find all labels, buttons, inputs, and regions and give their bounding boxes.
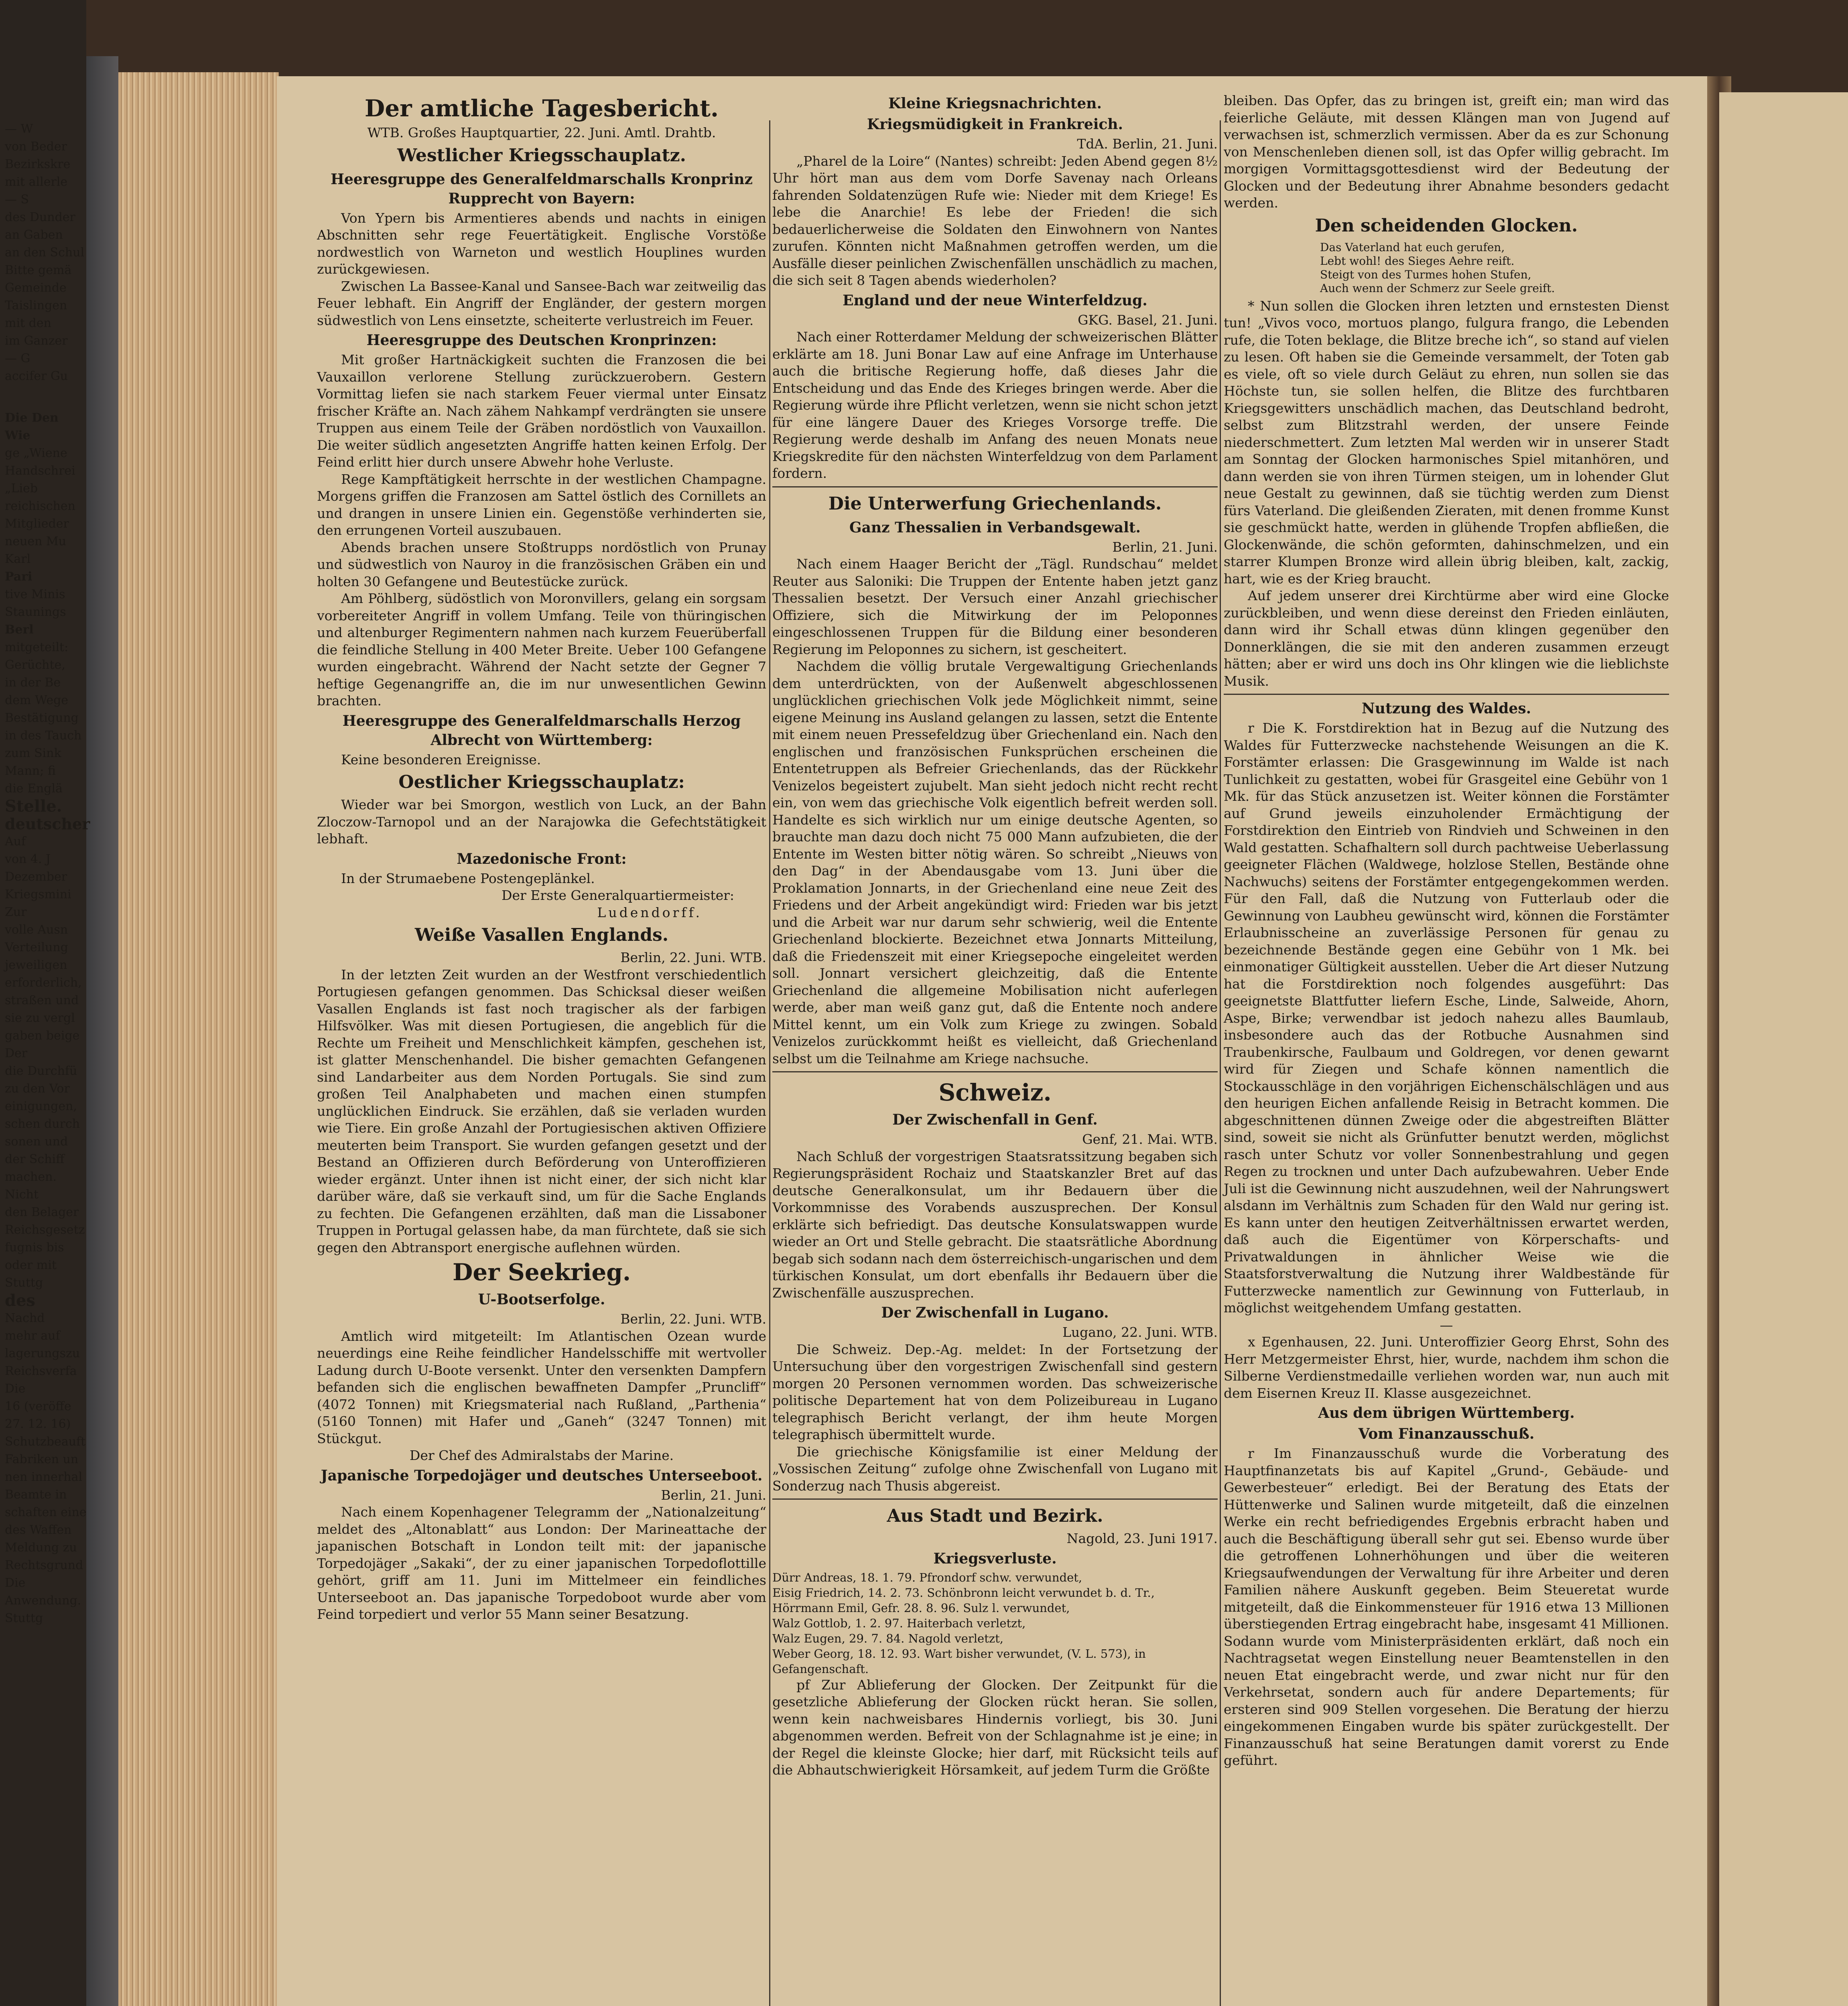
heading-ost: Oestlicher Kriegsschauplatz: [398, 772, 685, 792]
fragment: „Lieb [5, 481, 38, 495]
heading-wuerttemberg: Aus dem übrigen Württemberg. [1318, 1405, 1575, 1421]
fragment: Beamte in [5, 1488, 67, 1502]
heading-scheidende-glocken: Den scheidenden Glocken. [1315, 215, 1578, 236]
fragment: ge „Wiene [5, 446, 67, 460]
list-item: Weber Georg, 18. 12. 93. Wart bisher verwundet, (V. L. 573), in Gefangenschaft. [772, 1647, 1146, 1676]
heading-griechenland: Die Unterwerfung Griechenlands. [828, 493, 1162, 514]
fragment: machen. [5, 1170, 57, 1184]
heading-hg-kronprinz: Heeresgruppe des Deutschen Kronprinzen: [366, 332, 717, 349]
fragment: Kriegsmini [5, 887, 71, 901]
list-item: Hörrmann Emil, Gefr. 28. 8. 96. Sulz l. verwundet, [772, 1601, 1070, 1615]
fragment: lagerungszu [5, 1346, 80, 1360]
poem-line: Auch wenn der Schmerz zur Seele greift. [1320, 281, 1555, 295]
fragment: sie zu vergl [5, 1011, 75, 1025]
paragraph: „Pharel de la Loire“ (Nantes) schreibt: Jeden Abend gegen 8½ Uhr hört man aus dem vom Dorfe Savenay nach Orleans fahrenden Soldatenzügen Rufe wie: Nieder mit dem Kriege! Es lebe die Anarchie! Es lebe der Frieden! die sich bedauerlicherweise die Soldaten den Einwohnern von Nantes zurufen. Könnten nicht Maßnahmen getroffen werden, um die Ausfälle dieser peinlichen Zwischenfällen unschädlich zu machen, die sich seit 8 Tagen abends wiederholen? [772, 153, 1218, 288]
fragment: Berl [5, 623, 34, 637]
paragraph: Amtlich wird mitgeteilt: Im Atlantischen Ozean wurde neuerdings eine Reihe feindlicher Handelsschiffe mit wertvoller Ladung durch U-Boote versenkt. Unter den versenkten Dampfern befanden sich die englischen bewaffneten Dampfer „Pruncliff“ (4072 Tonnen) mit Kriegsmaterial nach Rußland, „Parthenia“ (5160 Tonnen) mit Hafer und „Ganeh“ (3247 Tonnen) mit Stückgut. [317, 1328, 766, 1446]
fragment: den Belager [5, 1205, 79, 1219]
paragraph: * Nun sollen die Glocken ihren letzten und ernstesten Dienst tun! „Vivos voco, mortuos plango, fulgura frango, die Lebenden rufe, die Toten beklage, die Blitze breche ich“, so stand auf vielen zu lesen. Oft haben sie die Gemeinde versammelt, der Toten gab es viele, oft so viele durch Geläut zu ehren, nun sollen sie das Höchste tun, sie sollen helfen, die Blitze des furchtbaren Kriegsgewitters unschädlich machen, das Deutschland bedroht, selbst zum Blitzstrahl werden, der unsere Feinde niederschmettert. Zum letzten Mal werden wir in unserer Stadt am Sonntag der Glocken harmonisches Spiel mitanhören, und dann werden sie von ihren Türmen steigen, um in lohender Glut neue Gestalt zu gewinnen, daß sie tüchtig werden zum Dienst fürs Vaterland. Die gleißenden Zieraten, mit denen fromme Kunst sie geschmückt hatte, werden in glühende Tropfen abfließen, die Glockenwände, die schön geformten, dahinschmelzen, und ein starrer Klumpen Bronze wird allein übrig bleiben, kalt, zackig, hart, wie es der Krieg braucht. [1224, 298, 1669, 587]
fragment: schen durch [5, 1117, 80, 1131]
dateline: Lugano, 22. Juni. WTB. [1062, 1324, 1218, 1340]
fragment: volle Ausn [5, 923, 68, 937]
list-item: Eisig Friedrich, 14. 2. 73. Schönbronn leicht verwundet b. d. Tr., [772, 1586, 1155, 1600]
headline-tagesbericht: Der amtliche Tagesbericht. [364, 95, 719, 122]
page-edges [118, 72, 279, 2006]
fragment: schaften eine [5, 1505, 87, 1519]
fragment: reichischen [5, 499, 76, 513]
fragment: Meldung zu [5, 1541, 77, 1555]
paragraph: Am Pöhlberg, südöstlich von Moronvillers, gelang ein sorgsam vorbereiteter Angriff in vollem Umfang. Teile von thüringischen und altenburger Regimentern nahmen nach kurzem Feuerüberfall die feindliche Stellung in 400 Meter Breite. Ueber 100 Gefangene wurden eingebracht. Während der Nacht setzte der Gegner 7 heftige Gegenangriffe an, die im nur unwesentlichen Gewinn brachten. [317, 591, 766, 709]
column-2 [772, 92, 1218, 1779]
fragment: Nicht [5, 1188, 39, 1202]
fragment: Bestätigung [5, 711, 79, 725]
poem-line: Steigt von des Turmes hohen Stufen, [1320, 268, 1531, 281]
heading-kriegsmuedigkeit: Kriegsmüdigkeit in Frankreich. [867, 116, 1123, 133]
heading-west: Westlicher Kriegsschauplatz. [397, 145, 686, 166]
fragment: nen innerhal [5, 1470, 83, 1484]
divider [772, 486, 1218, 487]
paragraph: Rege Kampftätigkeit herrschte in der westlichen Champagne. Morgens griffen die Franzosen am Sattel östlich des Cornillets an und drangen in unsere Linien ein. Gegenstöße verhinderten sie, den errungenen Vorteil auszubauen. [317, 471, 766, 538]
fragment: des Dunder [5, 210, 75, 224]
heading-kleine-kriegsnachrichten: Kleine Kriegsnachrichten. [888, 95, 1102, 112]
fragment: Taislingen [5, 298, 67, 313]
fragment: von Beder [5, 140, 67, 154]
fragment: mit den [5, 316, 51, 330]
paragraph: Die Schweiz. Dep.-Ag. meldet: In der Fortsetzung der Untersuchung über den vorgestrigen Zwischenfall sind gestern morgen 20 Personen vernommen worden. Das schweizerische politische Departement hat von dem Polizeibureau in Lugano telegraphisch Bericht verlangt, der ihm heute Morgen telegraphisch übermittelt wurde. [772, 1341, 1218, 1442]
fragment: Wie [5, 428, 30, 443]
subheading-thessalien: Ganz Thessalien in Verbandsgewalt. [849, 519, 1141, 536]
fragment: Bitte gemä [5, 263, 72, 277]
fragment: von 4. J [5, 852, 51, 866]
signature-title: Der Erste Generalquartiermeister: [502, 887, 734, 903]
signature-name: Ludendorff. [597, 904, 702, 920]
paragraph: Mit großer Hartnäckigkeit suchten die Franzosen die bei Vauxaillon verlorene Stellung zurückzuerobern. Gestern Vormittag liefen sie nach starkem Feuer viermal unter Einsatz frischer Kräfte an. Nach zähem Nahkampf verdrängten sie unsere Truppen aus einem Teile der Gräben nordöstlich von Vauxaillon. Die weiter südlich angesetzten Angriffe hatten keinen Erfolg. Der Feind erlitt hier durch unsere Abwehr hohe Verluste. [317, 352, 766, 470]
paragraph: Wieder war bei Smorgon, westlich von Luck, an der Bahn Zloczow-Tarnopol und an der Narajowka die Gefechtstätigkeit lebhaft. [317, 797, 766, 847]
fragment: Mitglieder [5, 517, 69, 531]
column-rule-1 [769, 120, 770, 2006]
fragment: fugnis bis [5, 1241, 64, 1255]
column-3 [1224, 92, 1669, 1769]
fragment: Schutzbeauft [5, 1435, 86, 1449]
paragraph: pf Zur Ablieferung der Glocken. Der Zeitpunkt für die gesetzliche Ablieferung der Glocken rückt heran. Sie sollen, wenn kein nachweisbares Hindernis vorliegt, bis 30. Juni abgenommen werden. Befreit von der Schlagnahme ist je eine; in der Regel die kleinste Glocke; hier darf, mit Rücksicht teils auf die Abhautschwierigkeit Hörsamkeit, auf jedem Turm die Größte [772, 1677, 1218, 1778]
fragment: straßen und [5, 993, 79, 1007]
divider [772, 1071, 1218, 1072]
fragment: Die [5, 1576, 26, 1590]
heading-lugano: Der Zwischenfall in Lugano. [881, 1304, 1109, 1321]
fragment: dem Wege [5, 693, 69, 707]
heading-england: England und der neue Winterfeldzug. [843, 292, 1147, 309]
fragment: Bezirkskre [5, 157, 71, 171]
dateline: GKG. Basel, 21. Juni. [1078, 312, 1218, 328]
fragment: Gemeinde [5, 281, 67, 295]
fragment: Reichsgesetz [5, 1223, 85, 1237]
heading-hg-rupprecht: Heeresgruppe des Generalfeldmarschalls Kronprinz Rupprecht von Bayern: [331, 171, 753, 207]
fragment: Dezember [5, 870, 67, 884]
heading-ubootserfolge: U-Bootserfolge. [478, 1291, 605, 1308]
fragment: sonen und [5, 1135, 68, 1149]
column-rule-2 [1220, 120, 1221, 2006]
fragment: Auf [5, 834, 26, 849]
fragment: Reichsverfa [5, 1364, 77, 1378]
heading-japanische: Japanische Torpedojäger und deutsches Unterseeboot. [321, 1467, 763, 1484]
list-item: Walz Gottlob, 1. 2. 97. Haiterbach verletzt, [772, 1616, 1026, 1630]
paragraph: Nach einem Haager Bericht der „Tägl. Rundschau“ meldet Reuter aus Saloniki: Die Truppen der Entente haben jetzt ganz Thessalien besetzt. Der Versuch einer Anzahl griechischer Offiziere, sich die Mitwirkung der im Peloponnes eingeschlossenen Truppen für die Bildung einer besonderen Regierung im Peloponnes zu sichern, ist gescheitert. [772, 556, 1218, 657]
fragment: erforderlich, [5, 976, 82, 990]
fragment: oder mit [5, 1258, 57, 1272]
fragment: Fabriken un [5, 1452, 79, 1466]
heading-mazedonien: Mazedonische Front: [457, 850, 627, 867]
divider [772, 1498, 1218, 1500]
paragraph: Nach einem Kopenhagener Telegramm der „Nationalzeitung“ meldet des „Altonablatt“ aus London: Der Marineattache der japanischen Botschaft in London teilt mit: der japanische Torpedojäger „Sakaki“, der zu einer japanischen Torpedoflottille gehört, griff am 11. Juni im Mittelmeer ein feindliches Unterseeboot an. Das japanische Torpedoboot wurde aber vom Feind torpediert und verlor 55 Mann seiner Besatzung. [317, 1504, 766, 1622]
paragraph: Nach einer Rotterdamer Meldung der schweizerischen Blätter erklärte am 18. Juni Bonar Law auf eine Anfrage im Unterhause auch die britische Regierung hoffe, daß dieses Jahr die Entscheidung und das Ende des Krieges bringen werde. Aber die Regierung würde ihre Pflicht verletzen, wenn sie nicht schon jetzt für eine längere Dauer des Krieges Vorsorge treffe. Die Regierung werde deshalb im Anfang des neuen Monats neue Kriegskredite für den nächsten Winterfeldzug von dem Parlament fordern. [772, 329, 1218, 481]
fragment: jeweiligen [5, 958, 67, 972]
fragment: die Englä [5, 782, 63, 796]
fragment: Staunings [5, 605, 66, 619]
heading-vasallen: Weiße Vasallen Englands. [414, 925, 669, 945]
poem-line: Das Vaterland hat euch gerufen, [1320, 240, 1505, 254]
fragment: Die [5, 1382, 26, 1396]
fragment: an Gaben [5, 228, 63, 242]
fragment: in der Be [5, 676, 61, 690]
fragment: — S [5, 193, 29, 207]
fragment: Stelle. [5, 797, 62, 816]
paragraph: In der letzten Zeit wurden an der Westfront verschiedentlich Portugiesen gefangen genommen. Das Schicksal dieser weißen Vasallen Englands ist fast noch tragischer als der farbigen Hilfsvölker. Was mit diesen Portugiesen, die angeblich für die Rechte um Freiheit und Menschlichkeit kämpfen, geschehen ist, ist glatter Menschenhandel. Die bisher gemachten Gefangenen sind Landarbeiter aus dem Norden Portugals. Sie sind zum großen Teil Analphabeten und machen einen stumpfen unglücklichen Eindruck. Sie erzählen, daß sie verladen wurden wie Tiere. Ein große Anzahl der Portugiesischen aktiven Offiziere meuterten beim Transport. Sie wurden gefangen gesetzt und der Bestand an Offizieren durch Beförderung von Unteroffizieren wieder ergänzt. Unter ihnen ist nicht einer, der sich nicht klar darüber wäre, daß sie verkauft sind, um für die Sache Englands zu fechten. Die Gefangenen erzählten, daß man die Lissaboner Truppen in Portugal gelassen habe, da man fürchtete, daß sie sich gegen den Abtransport energische auflehnen würden. [317, 966, 766, 1255]
fragment: Stuttg [5, 1611, 43, 1625]
fragment: Die Den [5, 411, 59, 425]
poem-line: Lebt wohl! des Sieges Aehre reift. [1320, 254, 1515, 268]
fragment: — W [5, 122, 33, 136]
separator-dash: — [1440, 1317, 1453, 1333]
paragraph: x Egenhausen, 22. Juni. Unteroffizier Georg Ehrst, Sohn des Herr Metzgermeister Ehrst, hier, wurde, nachdem ihm schon die Silberne Verdienstmedaille verliehen worden war, nun auch mit dem Eisernen Kreuz II. Klasse ausgezeichnet. [1224, 1334, 1669, 1401]
fragment: Zur [5, 905, 27, 919]
fragment: 16 (veröffe [5, 1399, 71, 1413]
dateline: Berlin, 21. Juni. [661, 1487, 766, 1503]
fragment: des Waffen [5, 1523, 72, 1537]
paragraph: Von Ypern bis Armentieres abends und nachts in einigen Abschnitten sehr rege Feuertätigkeit. Englische Vorstöße nordwestlich von Warneton und westlich Houplines wurden zurückgewiesen. [317, 210, 766, 277]
dateline: Genf, 21. Mai. WTB. [1082, 1131, 1218, 1147]
paragraph: In der Strumaebene Postengeplänkel. [341, 870, 595, 886]
dateline: WTB. Großes Hauptquartier, 22. Juni. Amtl. Drahtb. [367, 125, 716, 140]
paragraph: Nachdem die völlig brutale Vergewaltigung Griechenlands dem unterdrückten, von der Außenwelt abgeschlossenen unglücklichen griechischen Volk jede Möglichkeit nimmt, seine eigene Meinung ins Ausland gelangen zu lassen, setzt die Entente mit einem neuen Pressefeldzug über Griechenland ein. Nach den englischen und französischen Funksprüchen erscheinen die Ententetruppen als Befreier Griechenlands, das der Rückkehr Venizelos begeistert zujubelt. Man sieht jedoch nicht recht recht ein, von wem das griechische Volk eigentlich befreit werden soll. Handelte es sich wirklich nur um einige deutsche Agenten, so brauchte man dazu doch nicht 75 000 Mann aufzubieten, die der Entente im Westen bitter nötig wären. So schreibt „Nieuws von den Dag“ in der Abendausgabe vom 13. Juni über die Proklamation Jonnarts, in der Griechenland eine neue Zeit des Friedens und der Arbeit angekündigt wird: Frieden war bis jetzt und die Arbeit war nur darum sehr schwierig, weil die Entente Griechenland blockierte. Bezeichnet etwa Jonnarts Mitteilung, daß die Friedenszeit mit einer Kriegsepoche eingeleitet werden soll. Jonnart versichert gleichzeitig, daß die Entente Griechenland die allgemeine Mobilisation nicht auferlegen werde, aber man weiß ganz gut, daß die Entente noch andere Mittel kennt, um ein Volk zum Kriege zu zwingen. Sobald Venizelos zurückkommt heißt es vielleicht, daß Griechenland selbst um die Teilnahme am Kriege nachsuche. [772, 658, 1218, 1066]
fragment: im Ganzer [5, 334, 68, 348]
dateline: Berlin, 21. Juni. [1112, 539, 1218, 555]
poem [1320, 241, 1669, 295]
heading-hg-albrecht: Heeresgruppe des Generalfeldmarschalls Herzog Albrecht von Württemberg: [342, 712, 741, 749]
paragraph: Auf jedem unserer drei Kirchtürme aber wird eine Glocke zurückbleiben, und wenn diese dereinst den Frieden einläuten, dann wird ihr Schall etwas dünn klingen gegenüber den Donnerklängen, die sie mit den anderen zusammen erzeugt hätten; aber er wird uns doch ins Ohr klingen wie die lieblichste Musik. [1224, 588, 1669, 689]
headline-seekrieg: Der Seekrieg. [452, 1259, 631, 1286]
paragraph: Nach Schluß der vorgestrigen Staatsratssitzung begaben sich Regierungspräsident Rochaiz und Staatskanzler Bret auf das deutsche Generalkonsulat, um ihr Bedauern über die Vorkommnisse des Vorabends auszusprechen. Der Konsul erklärte sich befriedigt. Das deutsche Konsulatswappen wurde wieder an Ort und Stelle gebracht. Die staatsrätliche Abordnung begab sich sodann nach dem österreichisch-ungarischen und dem türkischen Konsulat, um dort ebenfalls ihr Bedauern über die Zwischenfälle auszusprechen. [772, 1148, 1218, 1301]
fragment: gaben beige [5, 1029, 80, 1043]
divider [1224, 694, 1669, 695]
fragment: Karl [5, 552, 31, 566]
fragment: Pari [5, 570, 32, 584]
column-1 [317, 92, 766, 1623]
heading-stadt-bezirk: Aus Stadt und Bezirk. [887, 1506, 1103, 1526]
fragment: der Schiff [5, 1152, 65, 1166]
loss-list [772, 1570, 1218, 1677]
fragment: Handschrei [5, 464, 75, 478]
fragment: tive Minis [5, 587, 65, 601]
heading-nutzung-waldes: Nutzung des Waldes. [1361, 700, 1531, 717]
fragment: deutscher [5, 815, 90, 833]
fragment: Der [5, 1046, 28, 1060]
fragment: in des Tauch [5, 729, 82, 743]
signature: Der Chef des Admiralstabs der Marine. [409, 1448, 674, 1463]
fragment: zu den Vor [5, 1082, 70, 1096]
heading-finanzausschuss: Vom Finanzausschuß. [1358, 1425, 1535, 1442]
dateline: Berlin, 22. Juni. WTB. [620, 950, 766, 965]
fragment: des [5, 1291, 35, 1310]
paragraph: Abends brachen unsere Stoßtrupps nordöstlich von Prunay und südwestlich von Nauroy in die französischen Gräben ein und holten 30 Gefangene und Beutestücke zurück. [317, 539, 766, 589]
fragment: Gerüchte, [5, 658, 65, 672]
fragment: Verteilung [5, 940, 68, 954]
fragment: Rechtsgrund [5, 1558, 83, 1572]
fragment: Mann; fi [5, 764, 56, 778]
headline-schweiz: Schweiz. [938, 1079, 1052, 1106]
fragment: zum Sink [5, 746, 61, 760]
paragraph: r Im Finanzausschuß wurde die Vorberatung des Hauptfinanzetats bis auf Kapitel „Grund-, Gebäude- und Gewerbesteuer“ erledigt. Bei der Beratung des Etats der Hüttenwerke und Salinen wurde mitgeteilt, daß die einzelnen Werke ein recht befriedigendes Ergebnis erbracht haben und auch die Beschäftigung überall sehr gut sei. Ebenso wurde über die getroffenen Lohnerhöhungen und über die weiteren Kriegsaufwendungen der Verwaltung für ihre Arbeiter und deren Familien nähere Auskunft gegeben. Beim Steueretat wurde mitgeteilt, daß die Einkommensteuer für 1916 etwa 13 Millionen überstiegenden Ertrag eingebracht habe, insgesamt 41 Millionen. Sodann wurde vom Ministerpräsidenten erklärt, daß noch ein Nachtragsetat wegen Einstellung neuer Beamtenstellen in den neuen Etat eingebracht werde, und zwar nicht nur für den Verkehrsetat, sondern auch für andere Departements; für ersteren sind 909 Stellen vorgesehen. Die Beratung der hierzu eingekommenen Eingaben wurde bis später zurückgestellt. Der Finanzausschuß hat seine Beratungen damit vorerst zu Ende geführt. [1224, 1446, 1669, 1768]
fragment: mitgeteilt: [5, 640, 69, 654]
paragraph: Keine besonderen Ereignisse. [341, 751, 541, 767]
fragment: die Durchfü [5, 1064, 77, 1078]
list-item: Walz Eugen, 29. 7. 84. Nagold verletzt, [772, 1631, 1003, 1645]
fragment: an den Schul [5, 246, 85, 260]
paragraph: Zwischen La Bassee-Kanal und Sansee-Bach war zeitweilig das Feuer lebhaft. Ein Angriff der Engländer, der gestern morgen südwestlich von Lens einsetzte, scheiterte verlustreich im Feuer. [317, 278, 766, 328]
fragment: mit allerle [5, 175, 68, 189]
fragment: Nachd [5, 1311, 45, 1325]
heading-kriegsverluste: Kriegsverluste. [933, 1550, 1057, 1567]
dateline: Berlin, 22. Juni. WTB. [620, 1311, 766, 1327]
paragraph: Die griechische Königsfamilie ist einer Meldung der „Vossischen Zeitung“ zufolge ohne Zwischenfall von Lugano mit Sonderzug nach Thusis abgereist. [772, 1444, 1218, 1494]
fragment: Stuttg [5, 1276, 43, 1290]
list-item: Dürr Andreas, 18. 1. 79. Pfrondorf schw. verwundet, [772, 1570, 1082, 1584]
fragment: einigungen, [5, 1099, 77, 1113]
fragment: neuen Mu [5, 534, 67, 548]
fragment: 27. 12. 16) [5, 1417, 71, 1431]
paragraph: r Die K. Forstdirektion hat in Bezug auf die Nutzung des Waldes für Futterzwecke nachstehende Weisungen an die K. Forstämter erlassen: Die Grasgewinnung im Walde ist nach Tunlichkeit zu gestatten, wobei für Grasgeitel eine Gebühr von 1 Mk. für das Stück anzusetzen ist. Weiter können die Forstämter auf Grund jeweils einzuholender Ermächtigung der Forstdirektion den Eintrieb von Rindvieh und Schweinen in den Wald gestatten. Schafhaltern soll durch pachtweise Ueberlassung geeigneter Flächen (Waldwege, holzlose Stellen, Bestände ohne Nachwuchs) seitens der Forstämter entgegengekommen werden. Für den Fall, daß die Nutzung von Futterlaub oder die Gewinnung von Laubheu gewünscht wird, können die Forstämter Erlaubnisscheine an zuverlässige Personen für genau zu bezeichnende Bestände gegen eine Gebühr von 1 Mk. bei einmonatiger Gültigkeit ausstellen. Ueber die Art dieser Nutzung hat die Forstdirektion noch folgendes ausgeführt: Das geeignetste Blattfutter liefern Esche, Linde, Salweide, Ahorn, Aspe, Birke; verwendbar ist jedoch nahezu alles Baumlaub, insbesondere auch das der Rotbuche Ausnahmen sind Traubenkirsche, Faulbaum und Goldregen, vor denen gewarnt wird für Ziegen und Schafe können namentlich die Stockausschläge in den vorjährigen Eichenschälschlägen und aus den heurigen Eichen anfallende Reisig in Betracht kommen. Die abgeschnittenen dünnen Zweige oder die abgestreiften Blätter sind, soweit sie nicht als Grünfutter benutzt werden, möglichst rasch unter Schutz vor voller Sonnenbestrahlung und gegen Regen zu trocknen und unter Dach aufzubewahren. Ueber Ende Juli ist die Gewinnung nicht auszudehnen, weil der Nahrungswert alsdann im Verhältnis zum Schaden für den Wald nur gering ist. Es kann unter den heutigen Zeitverhältnissen erwartet werden, daß auch die Eigentümer von Körperschafts- und Privatwaldungen in ähnlicher Weise wie die Staatsforstverwaltung die Nutzung ihrer Waldbestände für Futterzwecke namentlich zur Gewinnung von Futterlaub, in möglichst weitgehendem Umfang gestatten. [1224, 720, 1669, 1316]
heading-genf: Der Zwischenfall in Genf. [892, 1111, 1098, 1128]
fragment: accifer Gu [5, 369, 68, 383]
dateline: Nagold, 23. Juni 1917. [1066, 1531, 1218, 1546]
fragment: mehr auf [5, 1329, 60, 1343]
fragment: Anwendung. [5, 1594, 81, 1608]
facing-page-text [5, 120, 133, 1627]
paragraph: bleiben. Das Opfer, das zu bringen ist, greift ein; man wird das feierliche Geläute, mit dessen Klängen man von Jugend auf verwachsen ist, schmerzlich vermissen. Aber da es zur Schonung von Menschenleben dienen soll, ist das Opfer willig gebracht. Im morgigen Vormittagsgottesdienst wird der Bedeutung der Glocken und der Bedeutung ihrer Abnahme besonders gedacht werden. [1224, 93, 1669, 211]
dateline: TdA. Berlin, 21. Juni. [1077, 136, 1218, 152]
facing-page [1719, 92, 1848, 2006]
fragment: — G [5, 351, 30, 365]
